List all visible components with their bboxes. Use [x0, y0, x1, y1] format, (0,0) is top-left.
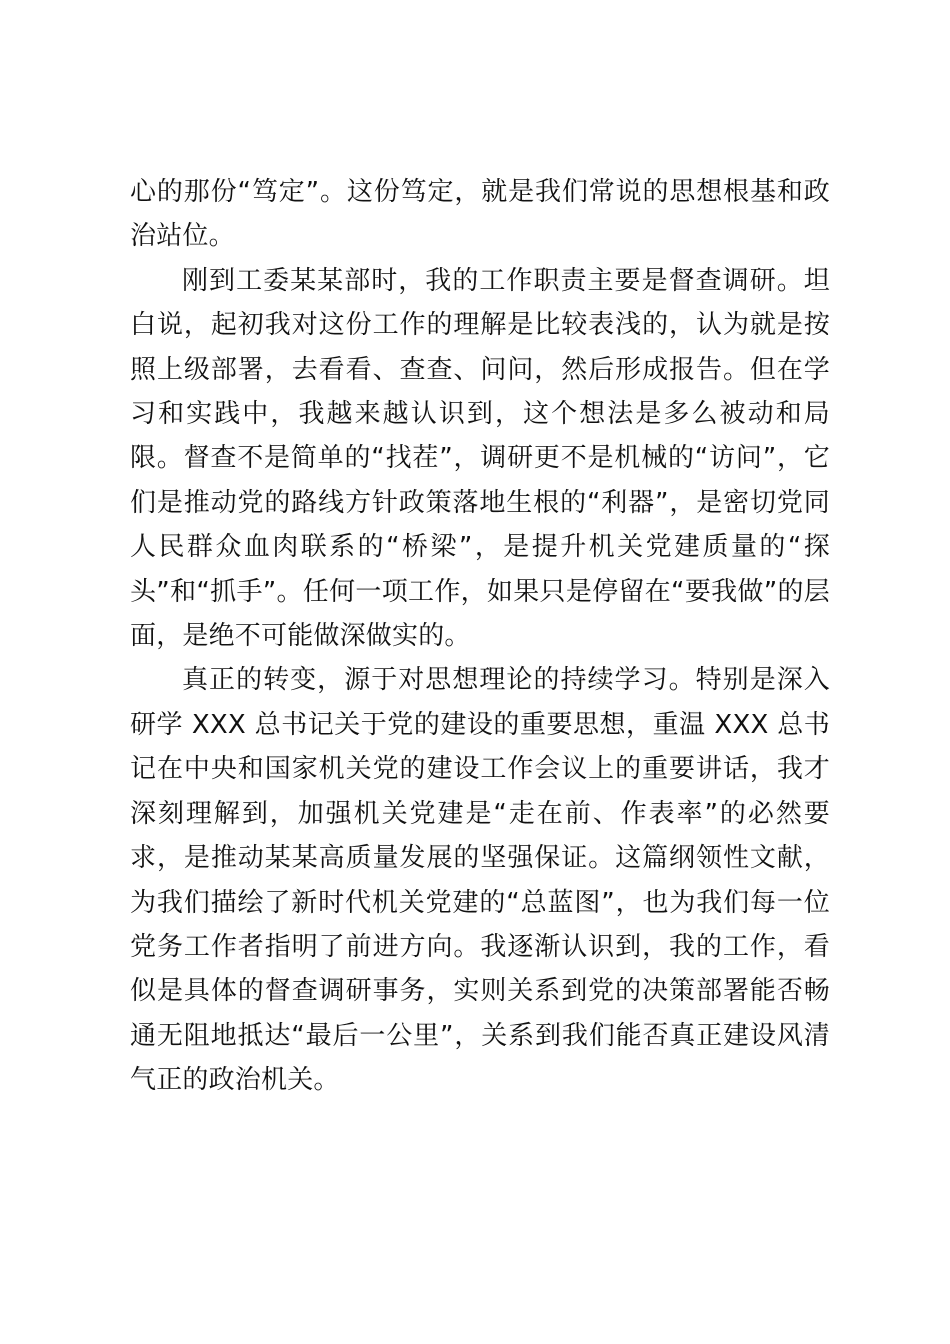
document-body [130, 170, 830, 1103]
paragraph-1: 心的那份“笃定”。这份笃定，就是我们常说的思想根基和政治站位。 [130, 177, 830, 252]
paragraph-2: 刚到工委某某部时，我的工作职责主要是督查调研。坦白说，起初我对这份工作的理解是比较表浅的，认为就是按照上级部署，去看看、查查、问问，然后形成报告。但在学习和实践中，我越来越认识到，这个想法是多么被动和局限。督查不是简单的“找茬”，调研更不是机械的“访问”，它们是推动党的路线方针政策落地生根的“利器”，是密切党同人民群众血肉联系的“桥梁”，是提升机关党建质量的“探头”和“抓手”。任何一项工作，如果只是停留在“要我做”的层面，是绝不可能做深做实的。 [130, 265, 830, 652]
paragraph-3: 真正的转变，源于对思想理论的持续学习。特别是深入研学 XXX 总书记关于党的建设的重要思想，重温 XXX 总书记在中央和国家机关党的建设工作会议上的重要讲话，我才深刻理解到，加强机关党建是“走在前、作表率”的必然要求，是推动某某高质量发展的坚强保证。这篇纲领性文献，为我们描绘了新时代机关党建的“总蓝图”，也为我们每一位党务工作者指明了前进方向。我逐渐认识到，我的工作，看似是具体的督查调研事务，实则关系到党的决策部署能否畅通无阻地抵达“最后一公里”，关系到我们能否真正建设风清气正的政治机关。 [130, 665, 830, 1096]
